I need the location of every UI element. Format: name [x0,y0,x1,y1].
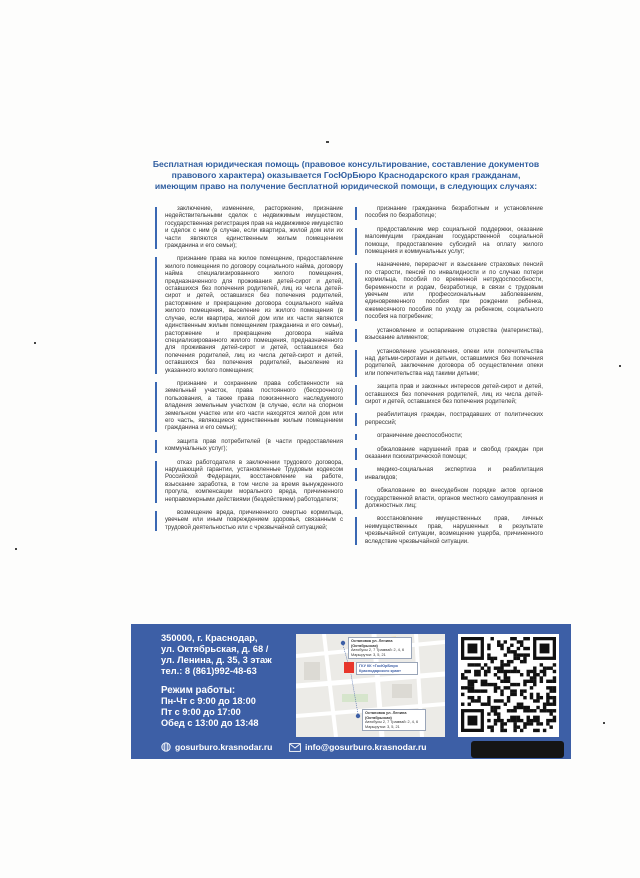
service-item: обжалование нарушений прав и свобод граждан при оказании психиатрической помощи; [355,446,543,461]
work-hours-line: Пн-Чт с 9:00 до 18:00 [161,696,256,706]
scan-mark [326,141,329,143]
bus-stop-icon [341,641,345,645]
service-item: заключение, изменение, расторжение, признание недействительными сделок с недвижимым имуществом, государственная регистрация прав на недвижимое имущество и сделок с ним (в случае, если квартира, жилой дом или их части являются единственным жилым помещением гражданина и его семьи); [155,205,343,249]
address-block [161,633,289,677]
services-columns [155,205,545,608]
work-hours-line: Пт с 9:00 до 17:00 [161,707,241,717]
service-item: предоставление мер социальной поддержки, оказание малоимущим гражданам государственной социальной помощи, предоставление субсидий на оплату жилого помещения и коммунальных услуг; [355,226,543,256]
office-marker-icon [344,662,354,673]
email-link[interactable] [289,742,427,752]
header-line-1: Бесплатная юридическая помощь (правовое консультирование, составление документов [152,159,540,169]
address-line: 350000, г. Краснодар, [161,633,258,643]
services-right-column [355,205,543,608]
work-hours-title: Режим работы: [161,685,236,696]
service-item: защита прав и законных интересов детей-сирот и детей, оставшихся без попечения родителей, лиц из числа детей-сирот и детей, оставшихся без попечения родителей; [355,383,543,405]
map-label-stop-north: Остановка ул. Ленина (Октябрьская) Автобусы 2, 7 Трамвай: 2, 4, 6 Маршрутки: 3, 5, 21 [348,637,412,659]
service-item: восстановление имущественных прав, личных неимущественных прав, нарушенных в результате чрезвычайной ситуации, возмещение ущерба, причиненного вследствие чрезвычайной ситуации. [355,515,543,545]
scan-mark [15,548,17,550]
work-hours-line: Обед с 13:00 до 13:48 [161,718,259,728]
service-item: возмещение вреда, причиненного смертью кормильца, увечьем или иным повреждением здоровья, связанным с трудовой деятельностью или с чрезвычайной ситуацией; [155,509,343,531]
location-map [296,634,445,737]
services-left-column [155,205,343,608]
service-item: ограничение дееспособности; [355,432,543,439]
contact-footer [131,624,571,759]
globe-icon [161,742,171,752]
map-label-office: ГКУ КК «ГосЮрБюро Краснодарского края» [356,662,418,675]
address-line: ул. Ленина, д. 35, 3 этаж [161,655,272,665]
qr-code [458,634,559,737]
service-item: назначение, перерасчет и взыскание страховых пенсий по старости, пенсий по инвалидности и по случаю потери кормильца, пособий по временной нетрудоспособности, беременности и родам, безработице, в связи с трудовым увечьем или профессиональным заболеванием, единовременного пособия при рождении ребенка, ежемесячного пособия по уходу за ребенком, социального пособия на погребение; [355,261,543,320]
email-text: info@gosurburo.krasnodar.ru [305,742,427,752]
work-hours-block [161,685,296,729]
service-item: защита прав потребителей (в части предоставления коммунальных услуг); [155,438,343,453]
header-line-2: правового характера) оказывается ГосЮрБюро Краснодарского края гражданам, [171,170,521,180]
service-item: медико-социальная экспертиза и реабилитация инвалидов; [355,466,543,481]
scan-mark [619,365,621,367]
service-item: реабилитация граждан, пострадавших от политических репрессий; [355,411,543,426]
redaction-block [471,741,564,758]
service-item: признание гражданина безработным и установление пособия по безработице; [355,205,543,220]
phone-line: тел.: 8 (861)992-48-63 [161,666,257,676]
service-item: установление и оспаривание отцовства (материнства), взыскание алиментов; [355,327,543,342]
service-item: установление усыновления, опеки или попечительства над детьми-сиротами и детьми, оставшимися без попечения родителей, заключение договора об осуществлении опеки или попечительства над такими детьми; [355,348,543,378]
header-line-3: имеющим право на получение бесплатной юридической помощи, в следующих случаях: [154,181,538,191]
scan-mark [34,342,36,344]
service-item: признание и сохранение права собственности на земельный участок, права постоянного (бессрочного) пользования, а также права пожизненного наследуемого владения земельным участком (в случае, если на спорном земельном участке или его части находятся жилой дом или его часть, являющиеся единственным жилым помещением гражданина и его семьи); [155,380,343,432]
address-line: ул. Октябрьская, д. 68 / [161,644,269,654]
website-text: gosurburo.krasnodar.ru [175,742,273,752]
website-link[interactable] [161,742,272,752]
service-item: признание права на жилое помещение, предоставление жилого помещения по договору социального найма, договору найма специализированного жилого помещения, предназначенного для проживания детей-сирот и детей, оставшихся без попечения родителей, лиц из числа детей-сирот и детей, оставшихся без попечения родителей, расторжение и прекращение договора социального найма жилого помещения, выселение из жилого помещения (в случае, если квартира, жилой дом или их части являются единственным жилым помещением гражданина и его семьи), расторжение и прекращение договора найма специализированного жилого помещения, предназначенного для проживания детей-сирот и детей, оставшихся без попечения родителей, лиц из числа детей-сирот и детей, оставшихся без попечения родителей, выселение из указанного жилого помещения; [155,255,343,374]
service-item: обжалование во внесудебном порядке актов органов государственной власти, органов местного самоуправления и должностных лиц; [355,487,543,509]
bus-stop-icon [356,714,360,718]
qr-code-icon [458,634,559,737]
mail-icon [289,743,301,752]
document-header [150,159,542,192]
map-label-stop-south: Остановка ул. Ленина (Октябрьская) Автобусы 2, 7 Трамвай: 2, 4, 6 Маршрутки: 3, 5, 21 [362,709,426,731]
service-item: отказ работодателя в заключении трудового договора, нарушающий гарантии, установленные Трудовым кодексом Российской Федерации, восстановление на работе, взыскание заработка, в том числе за время вынужденного прогула, компенсации морального вреда, причиненного неправомерными действиями (бездействием) работодателя; [155,459,343,503]
scan-mark [603,722,605,724]
